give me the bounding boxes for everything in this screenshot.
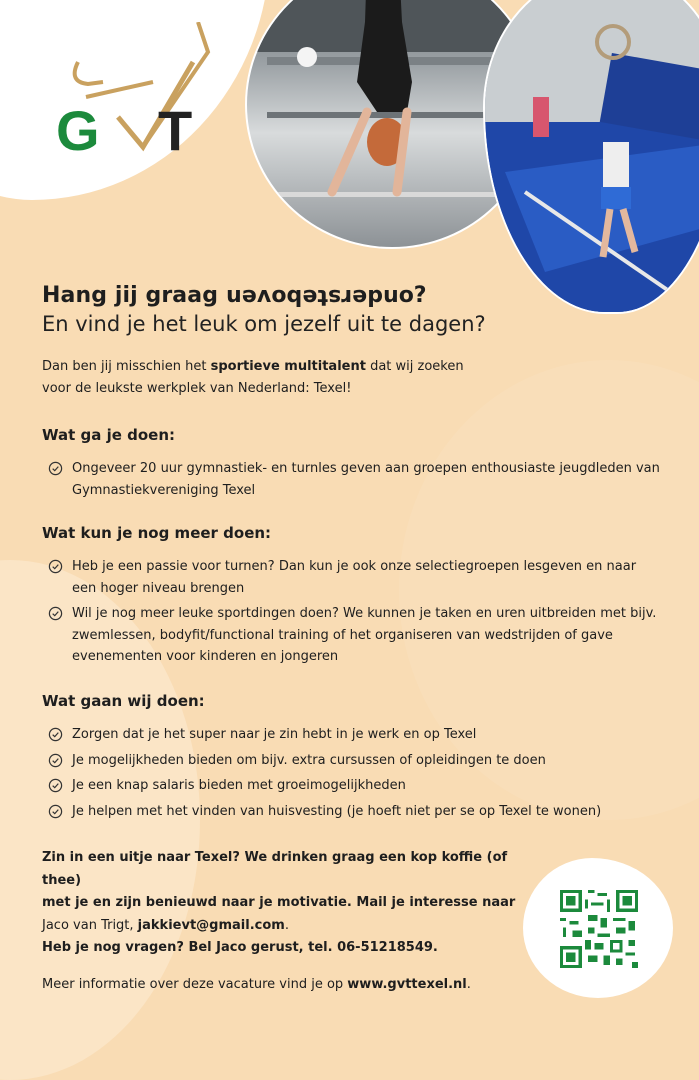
section-heading: Wat ga je doen:	[42, 426, 176, 444]
check-circle-icon	[48, 778, 63, 793]
page-title: Hang jij graag ondersteboven?	[42, 283, 427, 309]
section-heading: Wat kun je nog meer doen:	[42, 524, 272, 542]
check-circle-icon	[48, 727, 63, 742]
check-circle-icon	[48, 753, 63, 768]
headline-block	[42, 282, 662, 338]
svg-text:T: T	[158, 99, 193, 162]
list-item: Ongeveer 20 uur gymnastiek- en turnles geven aan groepen enthousiaste jeugdleden van Gymnastiekvereniging Texel	[42, 458, 662, 501]
section-wat-ga-je-doen	[42, 425, 662, 501]
section-heading: Wat gaan wij doen:	[42, 692, 205, 710]
gymnastics-hall-photo	[483, 0, 699, 314]
section-wat-gaan-wij-doen	[42, 691, 662, 822]
website-link[interactable]: www.gvttexel.nl	[347, 976, 467, 992]
intro-text: Dan ben jij misschien het sportieve multitalent dat wij zoeken voor de leukste werkplek van Nederland: Texel!	[42, 359, 464, 396]
email-link[interactable]: jakkievt@gmail.com	[137, 917, 285, 933]
check-circle-icon	[48, 606, 63, 621]
check-circle-icon	[48, 461, 63, 476]
list-item: Je een knap salaris bieden met groeimogelijkheden	[42, 775, 662, 797]
contact-block: Zin in een uitje naar Texel? We drinken graag een kop koffie (of thee) met je en zijn benieuwd naar je motivatie. Mail je interesse naar Jaco van Trigt, jakkievt@gmail.com. Heb je nog vragen? Bel Jaco gerust, tel. 06-51218549. Meer informatie over deze vacature vind je op www.gvttexel.nl.	[42, 850, 516, 992]
gvt-logo	[48, 22, 218, 162]
list-item: Je mogelijkheden bieden om bijv. extra cursussen of opleidingen te doen	[42, 750, 662, 772]
list-item: Heb je een passie voor turnen? Dan kun je ook onze selectiegroepen lesgeven en naar een hoger niveau brengen	[42, 556, 662, 599]
check-circle-icon	[48, 559, 63, 574]
list-item: Wil je nog meer leuke sportdingen doen? We kunnen je taken en uren uitbreiden met bijv. zwemlessen, bodyfit/functional training of het organiseren van wedstrijden of gave evenementen voor kinderen en jongeren	[42, 603, 662, 668]
svg-text:G: G	[56, 99, 100, 162]
list-item: Je helpen met het vinden van huisvesting (je hoeft niet per se op Texel te wonen)	[42, 801, 662, 823]
check-circle-icon	[48, 804, 63, 819]
list-item: Zorgen dat je het super naar je zin hebt in je werk en op Texel	[42, 724, 662, 746]
qr-code-icon[interactable]	[560, 890, 638, 968]
page-subtitle: En vind je het leuk om jezelf uit te dagen?	[42, 312, 486, 336]
section-wat-kun-je-nog-meer-doen	[42, 523, 662, 668]
